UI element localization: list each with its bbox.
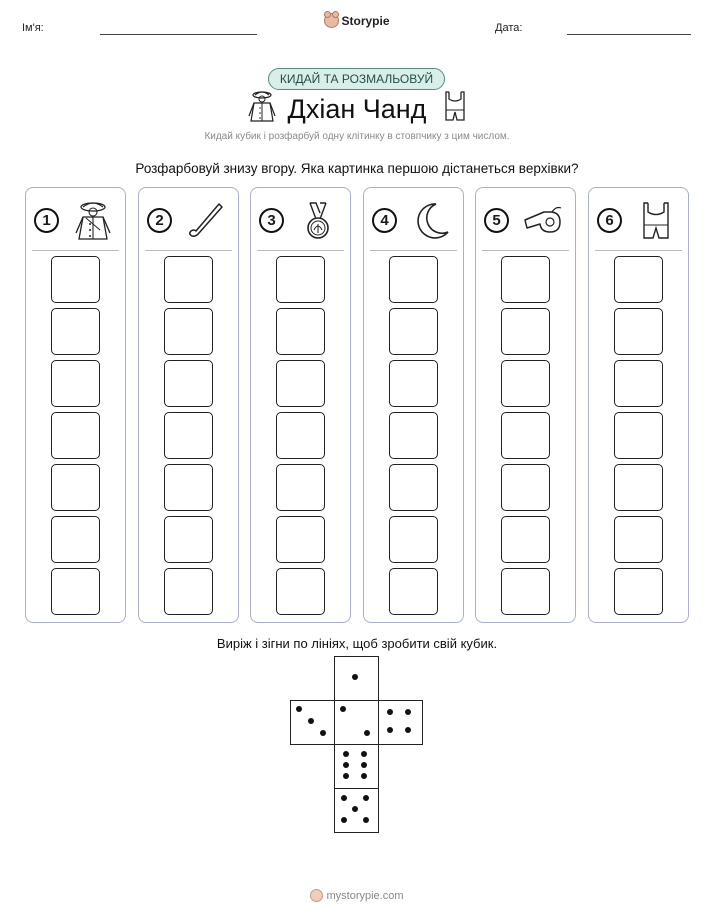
- hockey-stick-icon: [185, 200, 227, 242]
- color-cell[interactable]: [276, 308, 325, 355]
- color-cell[interactable]: [389, 568, 438, 615]
- number-badge: 1: [34, 208, 59, 233]
- column-4: [363, 187, 464, 623]
- color-cell[interactable]: [164, 464, 213, 511]
- pip: [363, 817, 369, 823]
- bear-logo-icon: [324, 13, 339, 28]
- pip: [343, 773, 349, 779]
- pip: [340, 706, 346, 712]
- color-cell[interactable]: [51, 516, 100, 563]
- color-cell[interactable]: [614, 568, 663, 615]
- color-cell[interactable]: [51, 464, 100, 511]
- athletic-singlet-icon: [635, 200, 677, 242]
- color-cell[interactable]: [276, 360, 325, 407]
- pip: [405, 709, 411, 715]
- color-cell[interactable]: [501, 516, 550, 563]
- color-cell[interactable]: [614, 464, 663, 511]
- color-cell[interactable]: [276, 256, 325, 303]
- color-cell[interactable]: [164, 360, 213, 407]
- pip: [361, 751, 367, 757]
- soldier-uniform-icon: [72, 200, 114, 242]
- number-badge: 2: [147, 208, 172, 233]
- pip: [343, 751, 349, 757]
- color-cell[interactable]: [389, 360, 438, 407]
- medal-icon: [297, 200, 339, 242]
- die-face-4: [378, 700, 423, 745]
- color-cell[interactable]: [389, 464, 438, 511]
- color-cell[interactable]: [276, 464, 325, 511]
- color-cell[interactable]: [614, 360, 663, 407]
- bear-logo-icon: [310, 889, 323, 902]
- color-cell[interactable]: [389, 308, 438, 355]
- cube-instruction: Виріж і зігни по лініях, щоб зробити свій кубик.: [216, 636, 498, 651]
- color-cell[interactable]: [51, 568, 100, 615]
- column-divider: [595, 250, 682, 251]
- number-badge: 4: [372, 208, 397, 233]
- pip: [363, 795, 369, 801]
- color-cell[interactable]: [501, 568, 550, 615]
- color-cell[interactable]: [501, 412, 550, 459]
- footer-site[interactable]: mystorypie.com: [326, 890, 404, 902]
- color-cell[interactable]: [501, 256, 550, 303]
- color-cell[interactable]: [51, 308, 100, 355]
- whistle-icon: [522, 200, 564, 242]
- pip: [341, 817, 347, 823]
- die-face-2: [334, 700, 379, 745]
- color-cell[interactable]: [501, 360, 550, 407]
- die-face-1: [334, 656, 379, 701]
- color-cell[interactable]: [276, 516, 325, 563]
- number-badge: 5: [484, 208, 509, 233]
- pip: [341, 795, 347, 801]
- color-cell[interactable]: [164, 308, 213, 355]
- pip: [352, 806, 358, 812]
- column-1: [25, 187, 126, 623]
- crescent-moon-icon: [410, 200, 452, 242]
- pip: [343, 762, 349, 768]
- name-label: Ім'я:: [22, 22, 44, 34]
- color-cell[interactable]: [501, 464, 550, 511]
- athletic-singlet-icon: [440, 90, 470, 124]
- pip: [387, 727, 393, 733]
- activity-badge: КИДАЙ ТА РОЗМАЛЬОВУЙ: [268, 68, 445, 90]
- column-3: [250, 187, 351, 623]
- name-write-line[interactable]: [100, 34, 257, 35]
- color-cell[interactable]: [164, 568, 213, 615]
- die-face-3: [290, 700, 335, 745]
- number-badge: 3: [259, 208, 284, 233]
- color-cell[interactable]: [51, 360, 100, 407]
- color-cell[interactable]: [51, 412, 100, 459]
- color-cell[interactable]: [614, 516, 663, 563]
- pip: [387, 709, 393, 715]
- page-title: Дхіан Чанд: [287, 94, 427, 124]
- column-6: [588, 187, 689, 623]
- footer: [0, 889, 714, 902]
- column-divider: [257, 250, 344, 251]
- column-divider: [32, 250, 119, 251]
- column-divider: [370, 250, 457, 251]
- pip: [364, 730, 370, 736]
- pip: [361, 762, 367, 768]
- coloring-instruction: Розфарбовуй знизу вгору. Яка картинка першою дістанеться верхівки?: [135, 161, 579, 176]
- date-write-line[interactable]: [567, 34, 691, 35]
- die-face-5: [334, 788, 379, 833]
- date-label: Дата:: [495, 22, 523, 34]
- color-cell[interactable]: [51, 256, 100, 303]
- pip: [405, 727, 411, 733]
- color-cell[interactable]: [389, 412, 438, 459]
- color-cell[interactable]: [164, 516, 213, 563]
- color-cell[interactable]: [164, 412, 213, 459]
- column-2: [138, 187, 239, 623]
- column-divider: [145, 250, 232, 251]
- page-subtitle: Кидай кубик і розфарбуй одну клітинку в стовпчику з цим числом.: [204, 131, 510, 142]
- pip: [308, 718, 314, 724]
- color-cell[interactable]: [276, 568, 325, 615]
- color-cell[interactable]: [614, 308, 663, 355]
- pip: [352, 674, 358, 680]
- brand-logo: [0, 13, 714, 28]
- pip: [320, 730, 326, 736]
- brand-name: Storypie: [341, 14, 390, 28]
- column-divider: [482, 250, 569, 251]
- number-badge: 6: [597, 208, 622, 233]
- pip: [361, 773, 367, 779]
- color-cell[interactable]: [276, 412, 325, 459]
- column-5: [475, 187, 576, 623]
- pip: [296, 706, 302, 712]
- color-cell[interactable]: [614, 256, 663, 303]
- color-cell[interactable]: [389, 516, 438, 563]
- color-cell[interactable]: [501, 308, 550, 355]
- color-cell[interactable]: [164, 256, 213, 303]
- color-cell[interactable]: [614, 412, 663, 459]
- color-cell[interactable]: [389, 256, 438, 303]
- die-face-6: [334, 744, 379, 789]
